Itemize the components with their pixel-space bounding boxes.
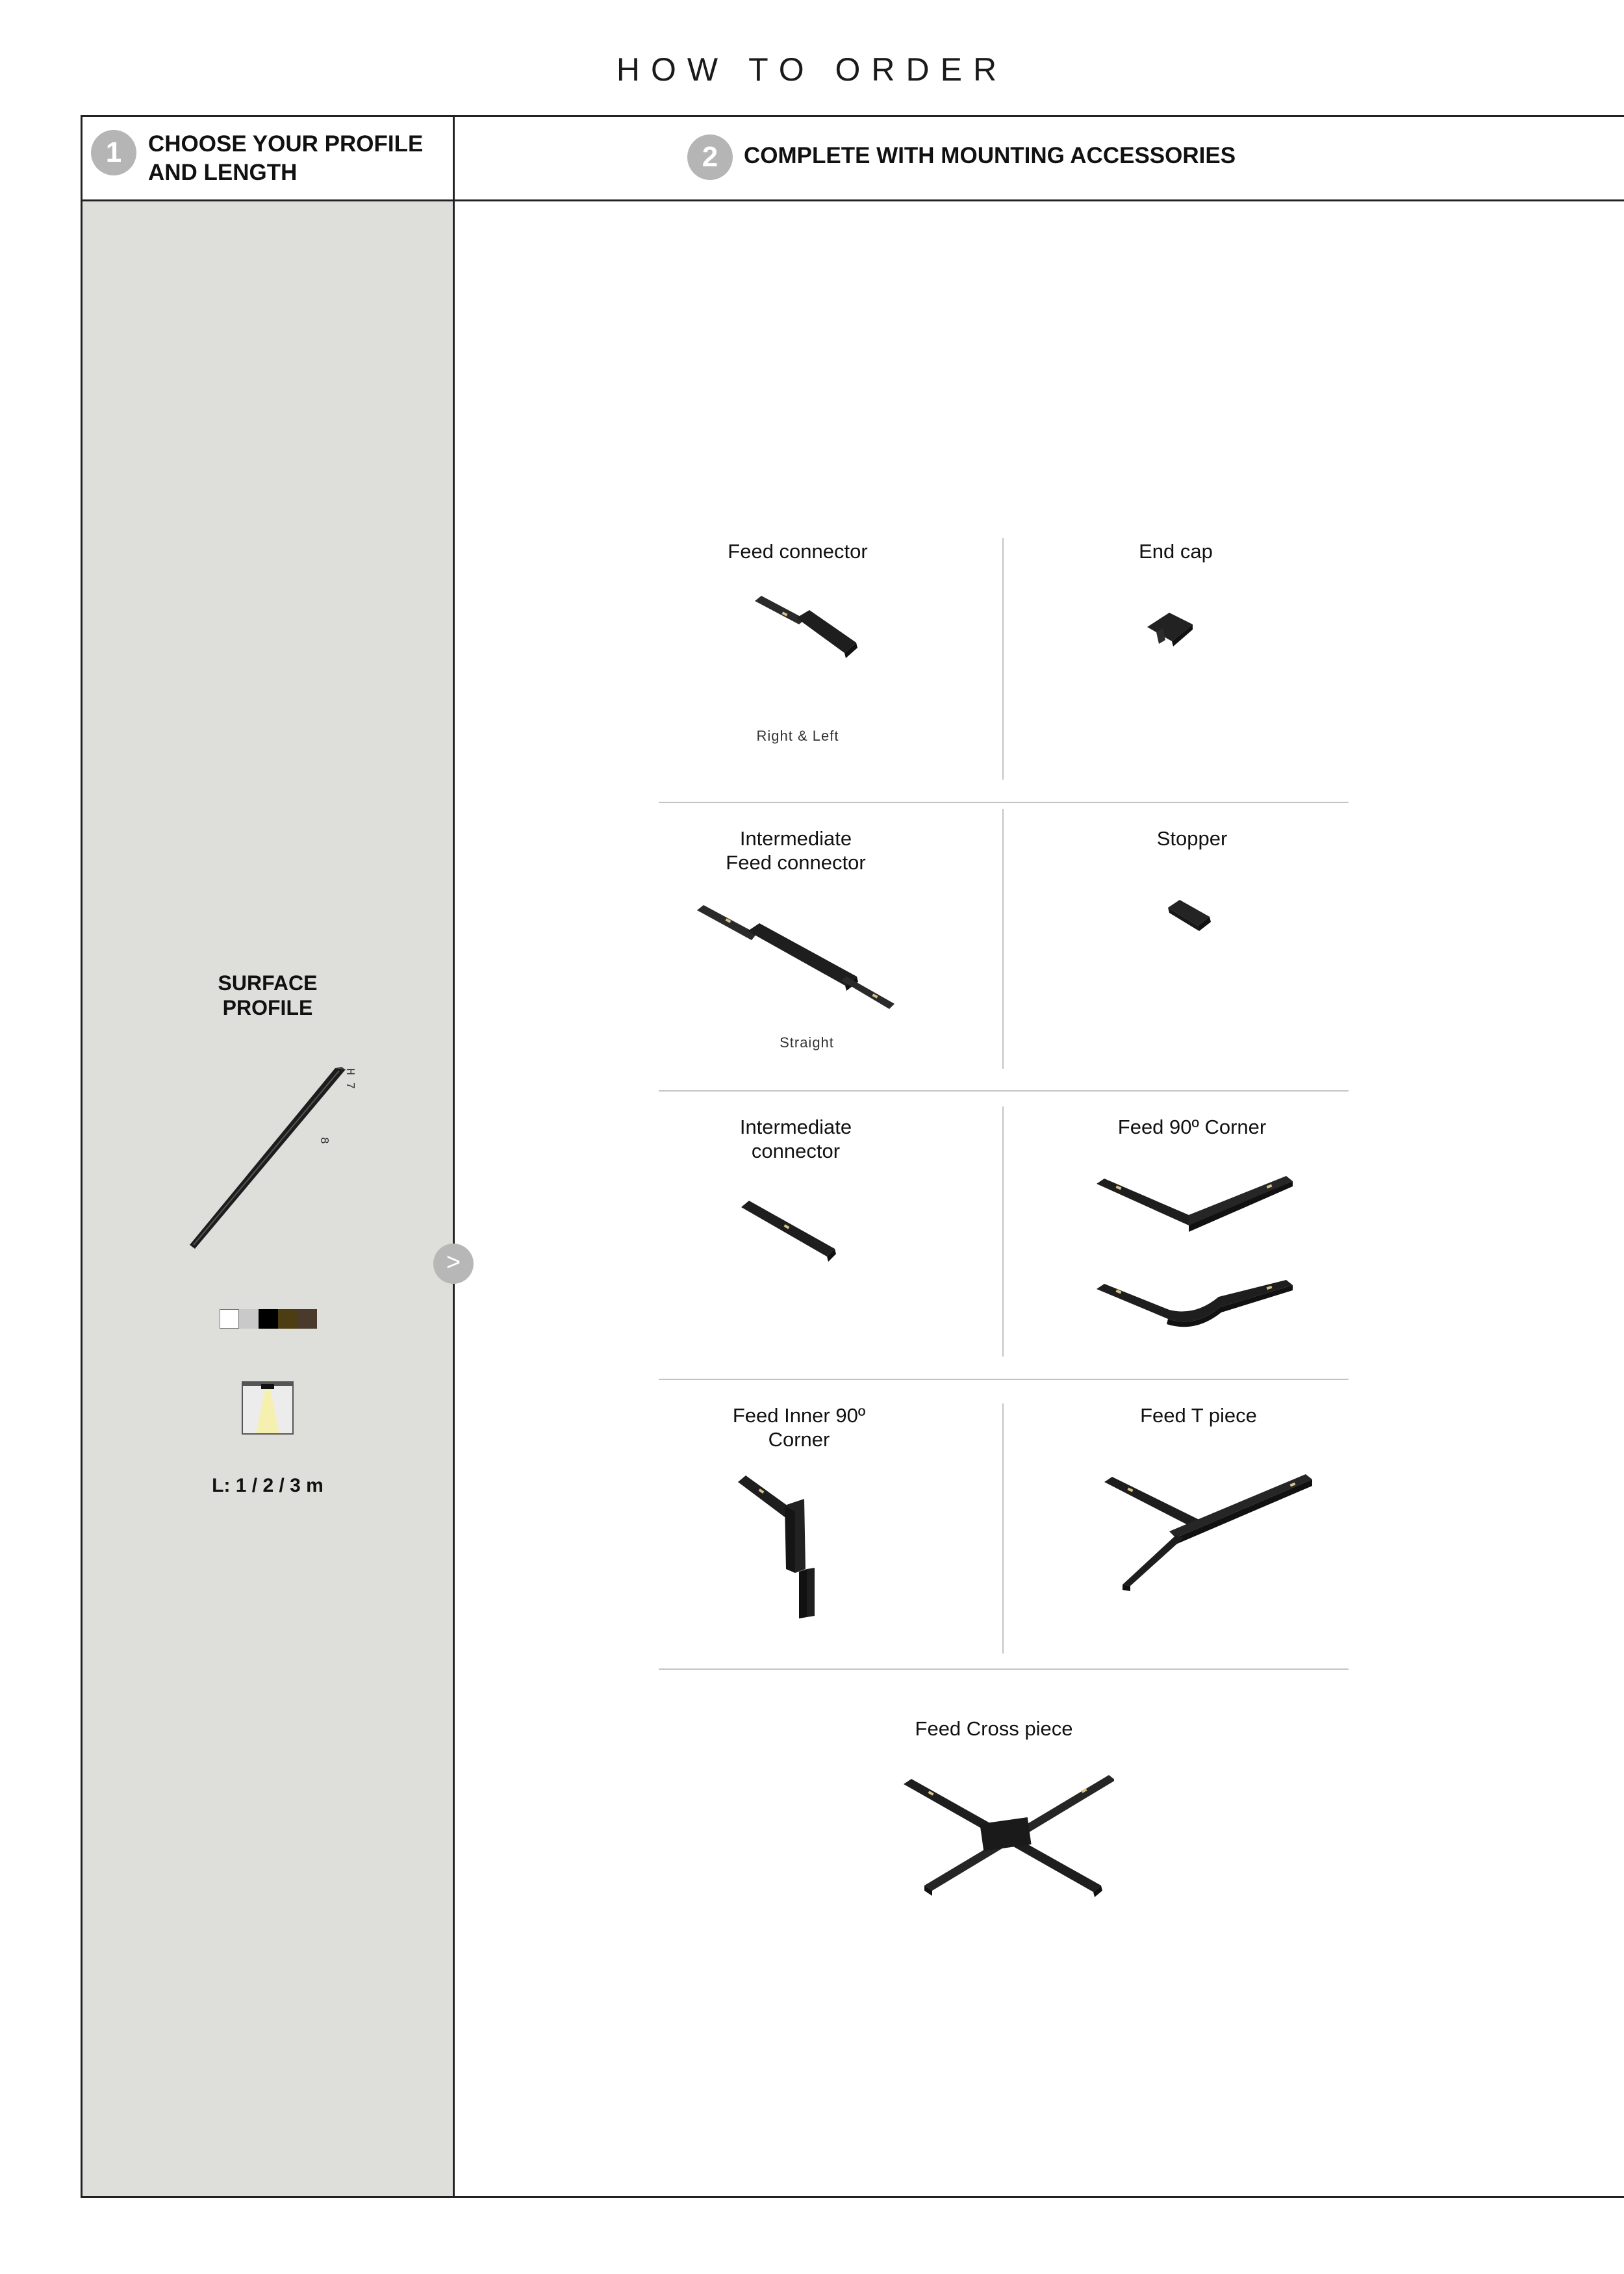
feed-connector-label: Feed connector [728,540,868,563]
table-border-left [81,115,82,2198]
intermediate-feed-connector-note: Straight [780,1034,834,1051]
finish-chrome-swatch [239,1309,259,1329]
finish-swatches [220,1309,317,1329]
horizontal-separator [659,802,1349,803]
horizontal-separator [659,1090,1349,1092]
vertical-separator [1002,1403,1004,1654]
feed-inner-90-corner-label-line2: Corner [768,1428,830,1451]
finish-white-swatch [220,1309,239,1329]
feed-cross-piece-label: Feed Cross piece [915,1717,1073,1740]
profile-height-dim: H 7 [343,1068,356,1090]
finish-black-swatch [259,1309,278,1329]
horizontal-separator [659,1379,1349,1380]
feed-t-piece-image [1098,1465,1319,1595]
profile-name [82,971,453,1020]
table-header-divider [81,199,1624,201]
finish-bronze-swatch [278,1309,298,1329]
feed-connector-image [747,588,864,672]
feed-connector-note: Right & Left [756,728,839,744]
intermediate-connector-label-line2: connector [751,1140,841,1162]
step-1-title [148,130,447,187]
intermediate-feed-connector-label-line2: Feed connector [726,851,866,874]
horizontal-separator [659,1668,1349,1670]
table-border-top [81,115,1624,117]
feed-inner-90-corner-label-line1: Feed Inner 90º [732,1404,866,1427]
profile-name-line1: SURFACE [218,971,318,995]
vertical-separator [1002,1106,1004,1357]
step-2-badge: 2 [687,134,733,180]
finish-brown-swatch [298,1309,317,1329]
vertical-separator [1002,538,1004,780]
feed-cross-piece-image [900,1767,1114,1897]
profile-length: L: 1 / 2 / 3 m [212,1475,324,1496]
intermediate-connector-label-line1: Intermediate [739,1116,852,1138]
page-title: HOW TO ORDER [616,51,1008,88]
feed-90-corner-label: Feed 90º Corner [1117,1116,1267,1138]
stopper-label: Stopper [1156,827,1228,850]
intermediate-feed-connector-image [692,900,900,1017]
feed-inner-90-corner-label [637,1403,961,1451]
profile-width-dim: 8 [317,1137,330,1144]
light-beam-icon [242,1381,294,1435]
intermediate-connector-label [633,1115,958,1163]
feed-t-piece-label: Feed T piece [1140,1404,1257,1427]
next-step-arrow: > [433,1244,474,1284]
feed-90-corner-image [1091,1169,1299,1351]
end-cap-image [1143,607,1195,653]
step-1-title-line1: CHOOSE YOUR PROFILE [148,131,424,157]
feed-inner-90-corner-image [734,1472,838,1621]
intermediate-feed-connector-label [633,826,958,875]
surface-profile-image [175,1059,370,1254]
intermediate-feed-connector-label-line1: Intermediate [739,827,852,850]
step-2-title: COMPLETE WITH MOUNTING ACCESSORIES [744,143,1236,168]
intermediate-connector-image [737,1195,841,1267]
stopper-image [1163,893,1215,939]
column-divider [453,115,455,2198]
vertical-separator [1002,809,1004,1069]
step-1-title-line2: AND LENGTH [148,160,298,185]
table-border-bottom [81,2196,1624,2198]
profile-name-line2: PROFILE [222,996,313,1019]
step-1-badge: 1 [91,130,136,175]
end-cap-label: End cap [1139,540,1213,563]
